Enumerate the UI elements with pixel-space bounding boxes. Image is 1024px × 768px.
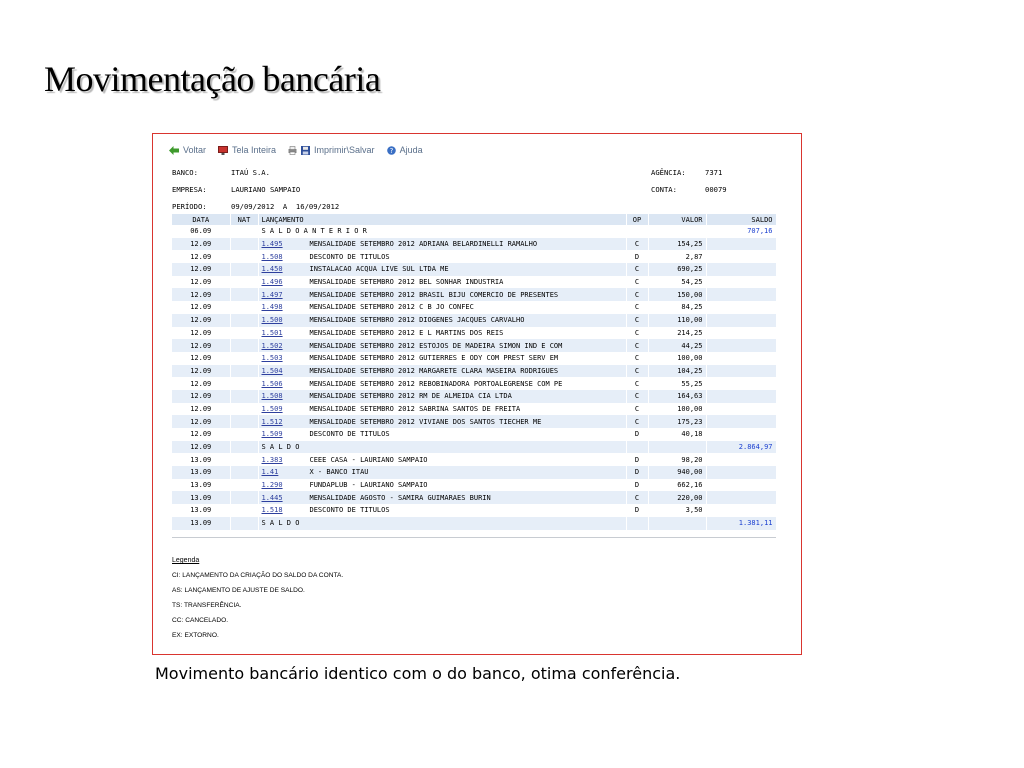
divider bbox=[172, 537, 776, 538]
entry-cell bbox=[258, 314, 626, 327]
value-cell: 662,16 bbox=[648, 479, 706, 492]
table-row bbox=[172, 288, 776, 301]
table-row bbox=[172, 466, 776, 479]
legend-item: TS: TRANSFERÊNCIA. bbox=[172, 602, 242, 609]
date-cell: 12.09 bbox=[172, 352, 230, 365]
slide-caption: Movimento bancário identico com o do banco, otima conferência. bbox=[155, 664, 681, 683]
op-cell: C bbox=[626, 288, 648, 301]
entry-cell bbox=[258, 250, 626, 263]
document-link[interactable]: 1.445 bbox=[261, 493, 283, 502]
date-cell: 13.09 bbox=[172, 466, 230, 479]
nat-cell bbox=[230, 428, 258, 441]
entry-description: DESCONTO DE TITULOS bbox=[309, 252, 390, 261]
document-link[interactable]: 1.504 bbox=[261, 366, 283, 375]
document-link[interactable]: 1.506 bbox=[261, 379, 283, 388]
entry-cell bbox=[258, 327, 626, 340]
op-cell: C bbox=[626, 415, 648, 428]
value-cell: 55,25 bbox=[648, 377, 706, 390]
table-row bbox=[172, 479, 776, 492]
date-cell: 12.09 bbox=[172, 365, 230, 378]
document-link[interactable]: 1.290 bbox=[261, 481, 283, 490]
op-cell: D bbox=[626, 466, 648, 479]
table-header-row bbox=[172, 214, 776, 225]
document-link[interactable]: 1.498 bbox=[261, 303, 283, 312]
nat-cell bbox=[230, 453, 258, 466]
floppy-disk-icon bbox=[301, 146, 310, 155]
value-cell: 154,25 bbox=[648, 238, 706, 251]
date-cell: 12.09 bbox=[172, 403, 230, 416]
entry-cell bbox=[258, 491, 626, 504]
balance-cell bbox=[706, 263, 776, 276]
value-cell: 220,00 bbox=[648, 491, 706, 504]
entry-description: FUNDAPLUB - LAURIANO SAMPAIO bbox=[309, 481, 428, 490]
entry-cell bbox=[258, 352, 626, 365]
op-cell: C bbox=[626, 301, 648, 314]
table-row bbox=[172, 365, 776, 378]
nat-cell bbox=[230, 390, 258, 403]
entry-description: S A L D O A N T E R I O R bbox=[261, 227, 367, 236]
table-row bbox=[172, 250, 776, 263]
nat-cell bbox=[230, 339, 258, 352]
table-row bbox=[172, 415, 776, 428]
nat-cell bbox=[230, 415, 258, 428]
document-link[interactable]: 1.502 bbox=[261, 341, 283, 350]
table-row bbox=[172, 314, 776, 327]
balance-cell bbox=[706, 377, 776, 390]
statement-frame bbox=[152, 133, 802, 655]
column-header-op: OP bbox=[626, 214, 648, 225]
entry-cell bbox=[258, 504, 626, 517]
balance-cell bbox=[706, 250, 776, 263]
value-cell: 164,63 bbox=[648, 390, 706, 403]
agency-value: 7371 bbox=[705, 168, 723, 177]
entry-cell bbox=[258, 276, 626, 289]
entry-description: DESCONTO DE TITULOS bbox=[309, 506, 390, 515]
entry-cell bbox=[258, 238, 626, 251]
period-label: PERÍODO: bbox=[172, 202, 207, 211]
entry-description: MENSALIDADE SETEMBRO 2012 DIOGENES JACQUES CARVALHO bbox=[309, 316, 525, 325]
date-cell: 13.09 bbox=[172, 491, 230, 504]
entry-cell bbox=[258, 263, 626, 276]
balance-cell bbox=[706, 339, 776, 352]
table-row bbox=[172, 441, 776, 454]
nat-cell bbox=[230, 403, 258, 416]
column-header-balance: SALDO bbox=[706, 214, 776, 225]
op-cell: C bbox=[626, 276, 648, 289]
entry-description: MENSALIDADE SETEMBRO 2012 RM DE ALMEIDA CIA LTDA bbox=[309, 392, 512, 401]
period-value: 09/09/2012 A 16/09/2012 bbox=[231, 202, 340, 211]
table-row bbox=[172, 339, 776, 352]
balance-cell bbox=[706, 352, 776, 365]
value-cell: 84,25 bbox=[648, 301, 706, 314]
document-link[interactable]: 1.497 bbox=[261, 290, 283, 299]
value-cell: 175,23 bbox=[648, 415, 706, 428]
date-cell: 12.09 bbox=[172, 263, 230, 276]
table-row bbox=[172, 263, 776, 276]
document-link[interactable]: 1.495 bbox=[261, 240, 283, 249]
date-cell: 12.09 bbox=[172, 238, 230, 251]
date-cell: 12.09 bbox=[172, 339, 230, 352]
printer-icon bbox=[288, 146, 297, 155]
document-link[interactable]: 1.509 bbox=[261, 404, 283, 413]
value-cell: 44,25 bbox=[648, 339, 706, 352]
column-header-date: DATA bbox=[172, 214, 230, 225]
table-row bbox=[172, 327, 776, 340]
nat-cell bbox=[230, 466, 258, 479]
help-icon bbox=[387, 146, 396, 155]
entry-cell bbox=[258, 403, 626, 416]
value-cell: 54,25 bbox=[648, 276, 706, 289]
balance-cell bbox=[706, 276, 776, 289]
op-cell: D bbox=[626, 479, 648, 492]
date-cell: 12.09 bbox=[172, 377, 230, 390]
date-cell: 13.09 bbox=[172, 479, 230, 492]
value-cell: 940,00 bbox=[648, 466, 706, 479]
date-cell: 12.09 bbox=[172, 390, 230, 403]
entry-cell bbox=[258, 428, 626, 441]
value-cell bbox=[648, 517, 706, 530]
nat-cell bbox=[230, 301, 258, 314]
op-cell: C bbox=[626, 238, 648, 251]
entry-cell bbox=[258, 453, 626, 466]
value-cell: 110,00 bbox=[648, 314, 706, 327]
entry-description: MENSALIDADE SETEMBRO 2012 ADRIANA BELARDINELLI RAMALHO bbox=[309, 240, 538, 249]
table-row bbox=[172, 517, 776, 530]
company-label: EMPRESA: bbox=[172, 185, 207, 194]
value-cell: 2,87 bbox=[648, 250, 706, 263]
nat-cell bbox=[230, 517, 258, 530]
document-link[interactable]: 1.383 bbox=[261, 455, 283, 464]
svg-text:?: ? bbox=[389, 146, 393, 155]
document-link[interactable]: 1.508 bbox=[261, 252, 283, 261]
table-row bbox=[172, 225, 776, 238]
table-row bbox=[172, 377, 776, 390]
value-cell: 104,25 bbox=[648, 365, 706, 378]
entry-description: DESCONTO DE TITULOS bbox=[309, 430, 390, 439]
entry-description: MENSALIDADE SETEMBRO 2012 MARGARETE CLARA MASEIRA RODRIGUES bbox=[309, 366, 559, 375]
nat-cell bbox=[230, 263, 258, 276]
balance-cell bbox=[706, 491, 776, 504]
balance-cell bbox=[706, 288, 776, 301]
entry-cell bbox=[258, 365, 626, 378]
back-button[interactable] bbox=[169, 145, 206, 155]
company-value: LAURIANO SAMPAIO bbox=[231, 185, 301, 194]
nat-cell bbox=[230, 377, 258, 390]
table-row bbox=[172, 238, 776, 251]
op-cell: D bbox=[626, 428, 648, 441]
balance-cell bbox=[706, 466, 776, 479]
value-cell: 150,00 bbox=[648, 288, 706, 301]
bank-value: ITAÚ S.A. bbox=[231, 168, 270, 177]
balance-cell bbox=[706, 415, 776, 428]
document-link[interactable]: 1.503 bbox=[261, 354, 283, 363]
document-link[interactable]: 1.509 bbox=[261, 430, 283, 439]
date-cell: 13.09 bbox=[172, 504, 230, 517]
nat-cell bbox=[230, 314, 258, 327]
entry-description: MENSALIDADE SETEMBRO 2012 ESTOJOS DE MADEIRA SIMON IND E COM bbox=[309, 341, 563, 350]
table-row bbox=[172, 453, 776, 466]
date-cell: 12.09 bbox=[172, 276, 230, 289]
op-cell: C bbox=[626, 327, 648, 340]
document-link[interactable]: 1.41 bbox=[261, 468, 279, 477]
value-cell: 98,20 bbox=[648, 453, 706, 466]
value-cell: 100,00 bbox=[648, 403, 706, 416]
nat-cell bbox=[230, 276, 258, 289]
fullscreen-label: Tela Inteira bbox=[232, 145, 277, 155]
account-value: 00079 bbox=[705, 185, 727, 194]
op-cell: C bbox=[626, 491, 648, 504]
document-link[interactable]: 1.508 bbox=[261, 392, 283, 401]
print-save-button[interactable] bbox=[288, 145, 375, 155]
document-link[interactable]: 1.512 bbox=[261, 417, 283, 426]
op-cell: D bbox=[626, 453, 648, 466]
table-row bbox=[172, 301, 776, 314]
entry-cell bbox=[258, 466, 626, 479]
op-cell: C bbox=[626, 365, 648, 378]
date-cell: 12.09 bbox=[172, 314, 230, 327]
entry-cell bbox=[258, 288, 626, 301]
op-cell: C bbox=[626, 403, 648, 416]
entry-description: MENSALIDADE AGOSTO - SAMIRA GUIMARAES BURIN bbox=[309, 493, 491, 502]
date-cell: 12.09 bbox=[172, 288, 230, 301]
balance-cell bbox=[706, 238, 776, 251]
value-cell: 690,25 bbox=[648, 263, 706, 276]
agency-label: AGÊNCIA: bbox=[651, 168, 686, 177]
op-cell bbox=[626, 441, 648, 454]
column-header-value: VALOR bbox=[648, 214, 706, 225]
help-button[interactable] bbox=[387, 145, 423, 155]
entry-cell bbox=[258, 415, 626, 428]
value-cell: 40,18 bbox=[648, 428, 706, 441]
op-cell: C bbox=[626, 390, 648, 403]
nat-cell bbox=[230, 327, 258, 340]
nat-cell bbox=[230, 352, 258, 365]
legend bbox=[172, 557, 343, 647]
value-cell bbox=[648, 441, 706, 454]
date-cell: 12.09 bbox=[172, 428, 230, 441]
nat-cell bbox=[230, 250, 258, 263]
entry-cell bbox=[258, 390, 626, 403]
document-link[interactable]: 1.496 bbox=[261, 278, 283, 287]
legend-item: EX: EXTORNO. bbox=[172, 632, 219, 639]
account-label: CONTA: bbox=[651, 185, 677, 194]
value-cell: 3,50 bbox=[648, 504, 706, 517]
date-cell: 13.09 bbox=[172, 453, 230, 466]
entry-description: MENSALIDADE SETEMBRO 2012 BEL SONHAR INDUSTRIA bbox=[309, 278, 504, 287]
entry-description: MENSALIDADE SETEMBRO 2012 BRASIL BIJU COMERCIO DE PRESENTES bbox=[309, 290, 559, 299]
balance-cell bbox=[706, 314, 776, 327]
value-cell bbox=[648, 225, 706, 238]
entry-description: CEEE CASA - LAURIANO SAMPAIO bbox=[309, 455, 428, 464]
legend-item: AS: LANÇAMENTO DE AJUSTE DE SALDO. bbox=[172, 587, 305, 594]
print-save-label: Imprimir\Salvar bbox=[314, 145, 375, 155]
table-row bbox=[172, 428, 776, 441]
op-cell: D bbox=[626, 504, 648, 517]
nat-cell bbox=[230, 491, 258, 504]
op-cell: C bbox=[626, 314, 648, 327]
op-cell: C bbox=[626, 352, 648, 365]
balance-cell bbox=[706, 327, 776, 340]
help-label: Ajuda bbox=[399, 145, 423, 155]
nat-cell bbox=[230, 238, 258, 251]
nat-cell bbox=[230, 441, 258, 454]
entry-description: S A L D O bbox=[261, 519, 300, 528]
op-cell bbox=[626, 517, 648, 530]
monitor-icon bbox=[218, 146, 228, 155]
date-cell: 06.09 bbox=[172, 225, 230, 238]
balance-cell: 1.381,11 bbox=[706, 517, 776, 530]
op-cell: C bbox=[626, 263, 648, 276]
entry-cell bbox=[258, 225, 626, 238]
document-link[interactable]: 1.500 bbox=[261, 316, 283, 325]
table-row bbox=[172, 491, 776, 504]
entry-description: INSTALACAO ACQUA LIVE SUL LTDA ME bbox=[309, 265, 449, 274]
toolbar bbox=[169, 143, 435, 157]
document-link[interactable]: 1.450 bbox=[261, 265, 283, 274]
entry-cell bbox=[258, 479, 626, 492]
entry-cell bbox=[258, 517, 626, 530]
table-row bbox=[172, 390, 776, 403]
nat-cell bbox=[230, 365, 258, 378]
balance-cell bbox=[706, 403, 776, 416]
value-cell: 100,00 bbox=[648, 352, 706, 365]
date-cell: 13.09 bbox=[172, 517, 230, 530]
column-header-entry: LANÇAMENTO bbox=[258, 214, 626, 225]
table-row bbox=[172, 504, 776, 517]
legend-item: CC: CANCELADO. bbox=[172, 617, 229, 624]
document-link[interactable]: 1.501 bbox=[261, 328, 283, 337]
statement-table bbox=[172, 214, 777, 530]
op-cell: C bbox=[626, 377, 648, 390]
entry-description: MENSALIDADE SETEMBRO 2012 REBOBINADORA PORTOALEGRENSE COM PE bbox=[309, 379, 563, 388]
arrow-left-icon bbox=[169, 146, 179, 155]
entry-description: X - BANCO ITAU bbox=[309, 468, 369, 477]
entry-description: MENSALIDADE SETEMBRO 2012 GUTIERRES E ODY COM PREST SERV EM bbox=[309, 354, 559, 363]
value-cell: 214,25 bbox=[648, 327, 706, 340]
balance-cell bbox=[706, 479, 776, 492]
bank-label: BANCO: bbox=[172, 168, 198, 177]
entry-description: MENSALIDADE SETEMBRO 2012 VIVIANE DOS SANTOS TIECHER ME bbox=[309, 417, 542, 426]
balance-cell: 2.864,97 bbox=[706, 441, 776, 454]
balance-cell bbox=[706, 504, 776, 517]
entry-description: MENSALIDADE SETEMBRO 2012 C B JO CONFEC bbox=[309, 303, 474, 312]
date-cell: 12.09 bbox=[172, 327, 230, 340]
table-row bbox=[172, 352, 776, 365]
balance-cell bbox=[706, 390, 776, 403]
entry-cell bbox=[258, 377, 626, 390]
document-link[interactable]: 1.518 bbox=[261, 506, 283, 515]
entry-description: MENSALIDADE SETEMBRO 2012 E L MARTINS DOS REIS bbox=[309, 328, 504, 337]
op-cell: D bbox=[626, 250, 648, 263]
legend-title: Legenda bbox=[172, 557, 200, 564]
back-label: Voltar bbox=[183, 145, 207, 155]
op-cell: C bbox=[626, 339, 648, 352]
slide-title: Movimentação bancária bbox=[44, 59, 381, 99]
column-header-nat: NAT bbox=[230, 214, 258, 225]
balance-cell bbox=[706, 365, 776, 378]
entry-cell bbox=[258, 339, 626, 352]
date-cell: 12.09 bbox=[172, 301, 230, 314]
balance-cell bbox=[706, 301, 776, 314]
fullscreen-button[interactable] bbox=[218, 145, 276, 155]
date-cell: 12.09 bbox=[172, 250, 230, 263]
entry-description: MENSALIDADE SETEMBRO 2012 SABRINA SANTOS DE FREITA bbox=[309, 404, 521, 413]
nat-cell bbox=[230, 288, 258, 301]
nat-cell bbox=[230, 504, 258, 517]
nat-cell bbox=[230, 479, 258, 492]
op-cell bbox=[626, 225, 648, 238]
legend-item: CI: LANÇAMENTO DA CRIAÇÃO DO SALDO DA CONTA. bbox=[172, 572, 344, 579]
balance-cell bbox=[706, 428, 776, 441]
date-cell: 12.09 bbox=[172, 441, 230, 454]
table-row bbox=[172, 403, 776, 416]
entry-cell bbox=[258, 441, 626, 454]
table-row bbox=[172, 276, 776, 289]
nat-cell bbox=[230, 225, 258, 238]
balance-cell: 707,16 bbox=[706, 225, 776, 238]
entry-description: S A L D O bbox=[261, 443, 300, 452]
entry-cell bbox=[258, 301, 626, 314]
date-cell: 12.09 bbox=[172, 415, 230, 428]
balance-cell bbox=[706, 453, 776, 466]
